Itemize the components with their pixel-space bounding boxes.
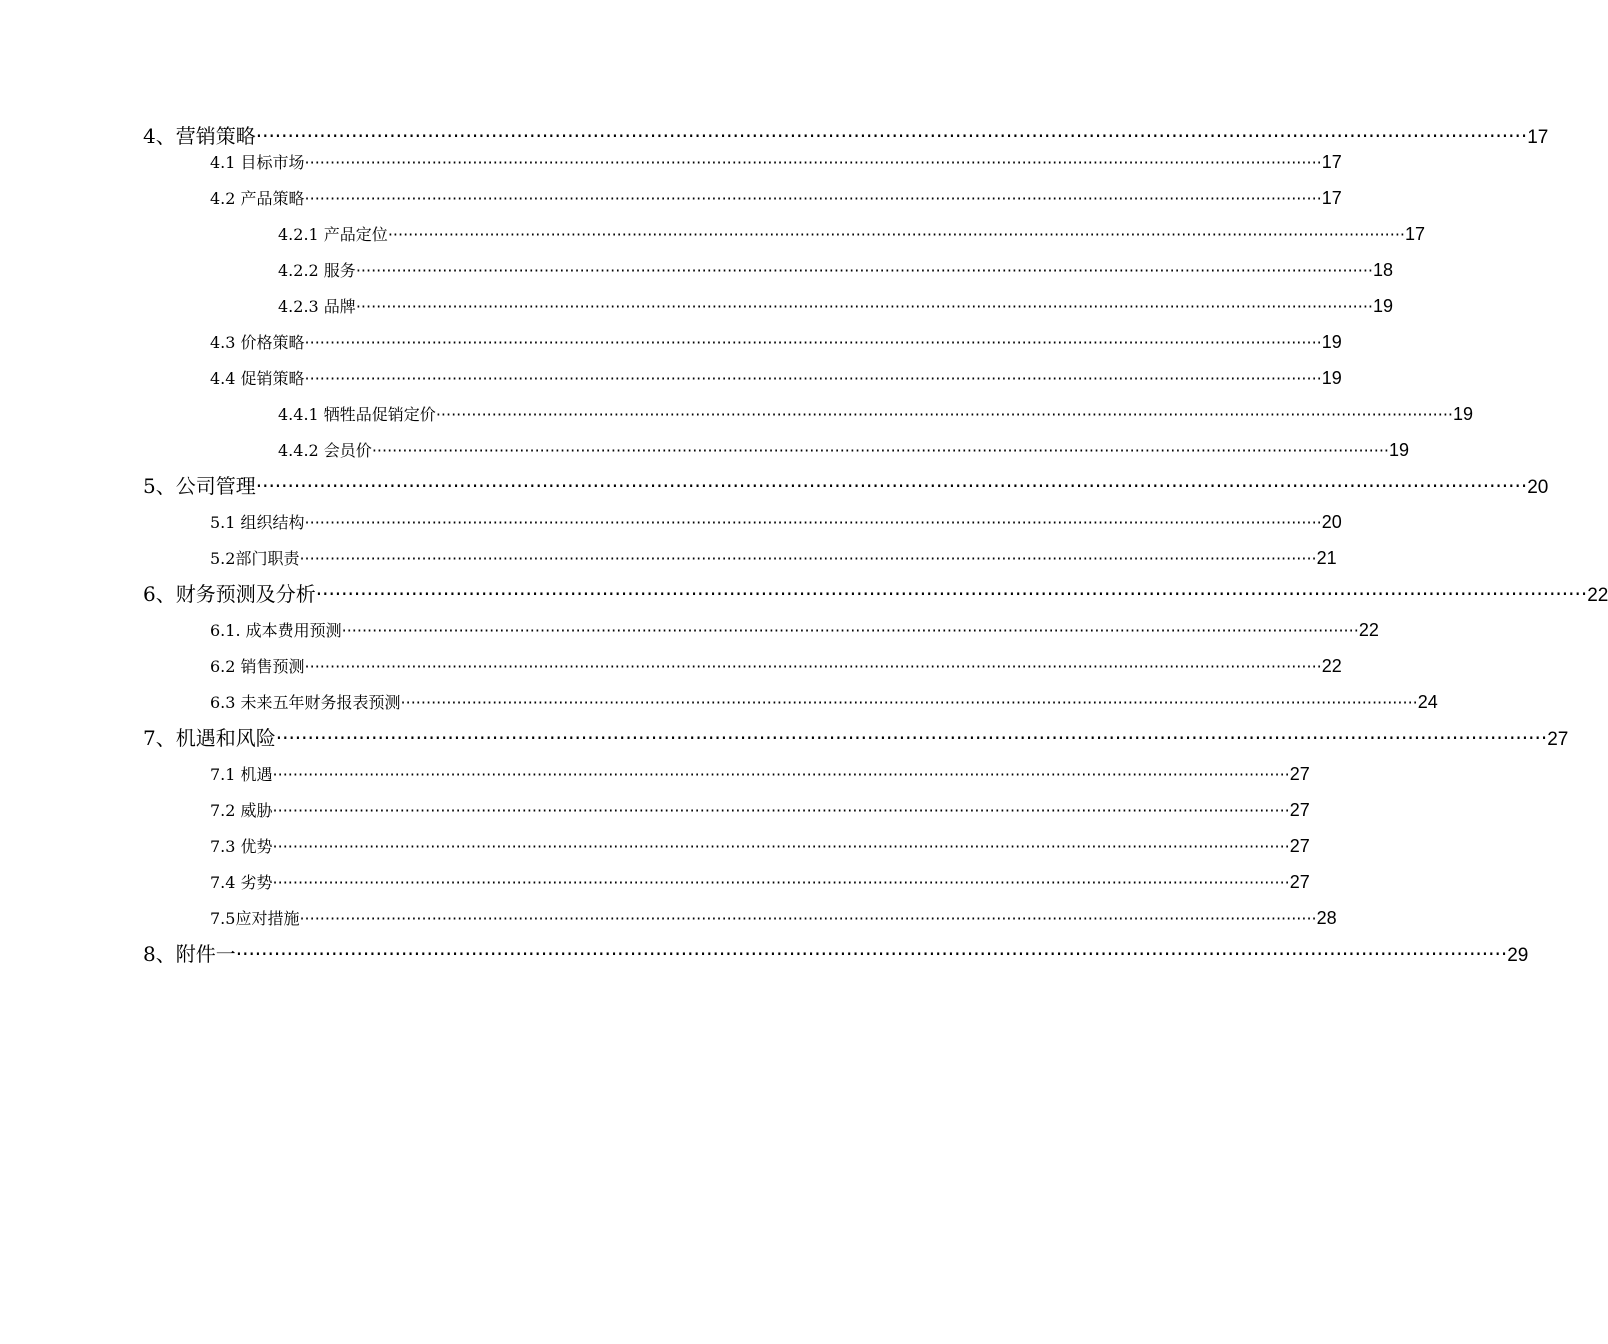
toc-page-number: 29 — [1507, 945, 1529, 966]
toc-leader: ········································································································································································································ — [304, 369, 1322, 388]
toc-entry[interactable] — [210, 797, 1310, 823]
toc-entry[interactable] — [210, 833, 1310, 859]
toc-entry-title: 7.4 劣势 — [210, 873, 273, 892]
toc-entry[interactable] — [210, 149, 1342, 175]
toc-entry[interactable] — [143, 725, 1569, 751]
toc-entry[interactable] — [210, 869, 1310, 895]
toc-page-number: 27 — [1289, 800, 1310, 820]
toc-leader: ········································································································································································································ — [304, 513, 1322, 532]
toc-page-number: 20 — [1321, 512, 1342, 532]
toc-leader: ········································································································································································································ — [304, 189, 1322, 208]
toc-entry[interactable] — [210, 761, 1310, 787]
toc-entry[interactable] — [278, 437, 1410, 463]
toc-leader: ········································································································································································································ — [400, 693, 1418, 712]
toc-entry-title: 5、公司管理 — [143, 474, 256, 498]
toc-page-number: 18 — [1373, 260, 1394, 280]
toc-entry[interactable] — [143, 581, 1608, 607]
toc-page-number: 22 — [1587, 585, 1608, 606]
toc-leader: ········································································································································································································ — [299, 909, 1317, 928]
toc-entry[interactable] — [210, 905, 1337, 931]
toc-entry-title: 4.4 促销策略 — [210, 369, 305, 388]
toc-leader: ········································································································································································································ — [275, 726, 1548, 750]
toc-entry-title: 4.4.2 会员价 — [278, 441, 372, 460]
toc-page-number: 17 — [1405, 224, 1426, 244]
toc-entry-title: 4.1 目标市场 — [210, 153, 305, 172]
toc-page-number: 19 — [1453, 404, 1474, 424]
toc-entry-title: 4.3 价格策略 — [210, 333, 305, 352]
toc-page-number: 27 — [1289, 872, 1310, 892]
toc-entry[interactable] — [210, 185, 1342, 211]
toc-page-number: 22 — [1321, 656, 1342, 676]
toc-entry[interactable] — [210, 689, 1438, 715]
toc-leader: ········································································································································································································ — [315, 582, 1588, 606]
toc-entry-title: 4.2.2 服务 — [278, 261, 356, 280]
toc-entry[interactable] — [210, 617, 1379, 643]
toc-entry[interactable] — [210, 545, 1337, 571]
toc-entry[interactable] — [210, 653, 1342, 679]
toc-entry-title: 7.5应对措施 — [210, 909, 300, 928]
toc-entry[interactable] — [210, 365, 1342, 391]
toc-page-number: 19 — [1373, 296, 1394, 316]
toc-entry-title: 7.2 威胁 — [210, 801, 273, 820]
toc-entry[interactable] — [143, 941, 1529, 967]
toc-leader: ········································································································································································································ — [304, 333, 1322, 352]
toc-entry[interactable] — [278, 401, 1474, 427]
toc-leader: ········································································································································································································ — [272, 837, 1290, 856]
toc-entry[interactable] — [210, 329, 1342, 355]
toc-leader: ········································································································································································································ — [355, 261, 1373, 280]
toc-page-number: 17 — [1321, 188, 1342, 208]
toc-page-number: 17 — [1527, 127, 1549, 148]
toc-entry[interactable] — [210, 509, 1342, 535]
toc-page-number: 27 — [1289, 764, 1310, 784]
toc-page-number: 21 — [1316, 548, 1337, 568]
toc-entry[interactable] — [278, 293, 1394, 319]
toc-entry-title: 5.2部门职责 — [210, 549, 300, 568]
toc-entry[interactable] — [143, 473, 1549, 499]
toc-leader: ········································································································································································································ — [304, 657, 1322, 676]
toc-page-number: 27 — [1289, 836, 1310, 856]
toc-entry-title: 6.2 销售预测 — [210, 657, 305, 676]
toc-leader: ········································································································································································································ — [255, 474, 1528, 498]
toc-leader: ········································································································································································································ — [341, 621, 1359, 640]
toc-entry-title: 4.2.3 品牌 — [278, 297, 356, 316]
toc-page-number: 22 — [1358, 620, 1379, 640]
toc-page-number: 24 — [1417, 692, 1438, 712]
toc-leader: ········································································································································································································ — [304, 153, 1322, 172]
toc-leader: ········································································································································································································ — [272, 873, 1290, 892]
toc-page-number: 19 — [1321, 368, 1342, 388]
toc-entry-title: 5.1 组织结构 — [210, 513, 305, 532]
toc-entry[interactable] — [143, 123, 1549, 149]
toc-entry-title: 7、机遇和风险 — [143, 726, 276, 750]
toc-page-number: 20 — [1527, 477, 1549, 498]
toc-entry-title: 4.4.1 牺牲品促销定价 — [278, 405, 436, 424]
toc-entry-title: 6.1. 成本费用预测 — [210, 621, 342, 640]
toc-page-number: 27 — [1547, 729, 1569, 750]
toc-leader: ········································································································································································································ — [371, 441, 1389, 460]
toc-page-number: 19 — [1389, 440, 1410, 460]
toc-entry[interactable] — [278, 221, 1426, 247]
toc-page-number: 19 — [1321, 332, 1342, 352]
toc-leader: ········································································································································································································ — [272, 801, 1290, 820]
toc-leader: ········································································································································································································ — [299, 549, 1317, 568]
toc-leader: ········································································································································································································ — [387, 225, 1405, 244]
toc-entry-title: 7.1 机遇 — [210, 765, 273, 784]
toc-leader: ········································································································································································································ — [435, 405, 1453, 424]
toc-entry-title: 4、营销策略 — [143, 124, 256, 148]
toc-entry-title: 6、财务预测及分析 — [143, 582, 316, 606]
toc-page-number: 28 — [1316, 908, 1337, 928]
toc-entry-title: 7.3 优势 — [210, 837, 273, 856]
toc-entry-title: 6.3 未来五年财务报表预测 — [210, 693, 401, 712]
toc-leader: ········································································································································································································ — [272, 765, 1290, 784]
toc-entry-title: 4.2.1 产品定位 — [278, 225, 388, 244]
toc-leader: ········································································································································································································ — [255, 124, 1528, 148]
toc-leader: ········································································································································································································ — [235, 942, 1508, 966]
toc-page-number: 17 — [1321, 152, 1342, 172]
toc-leader: ········································································································································································································ — [355, 297, 1373, 316]
toc-entry[interactable] — [278, 257, 1394, 283]
toc-entry-title: 8、附件一 — [143, 942, 236, 966]
toc-entry-title: 4.2 产品策略 — [210, 189, 305, 208]
